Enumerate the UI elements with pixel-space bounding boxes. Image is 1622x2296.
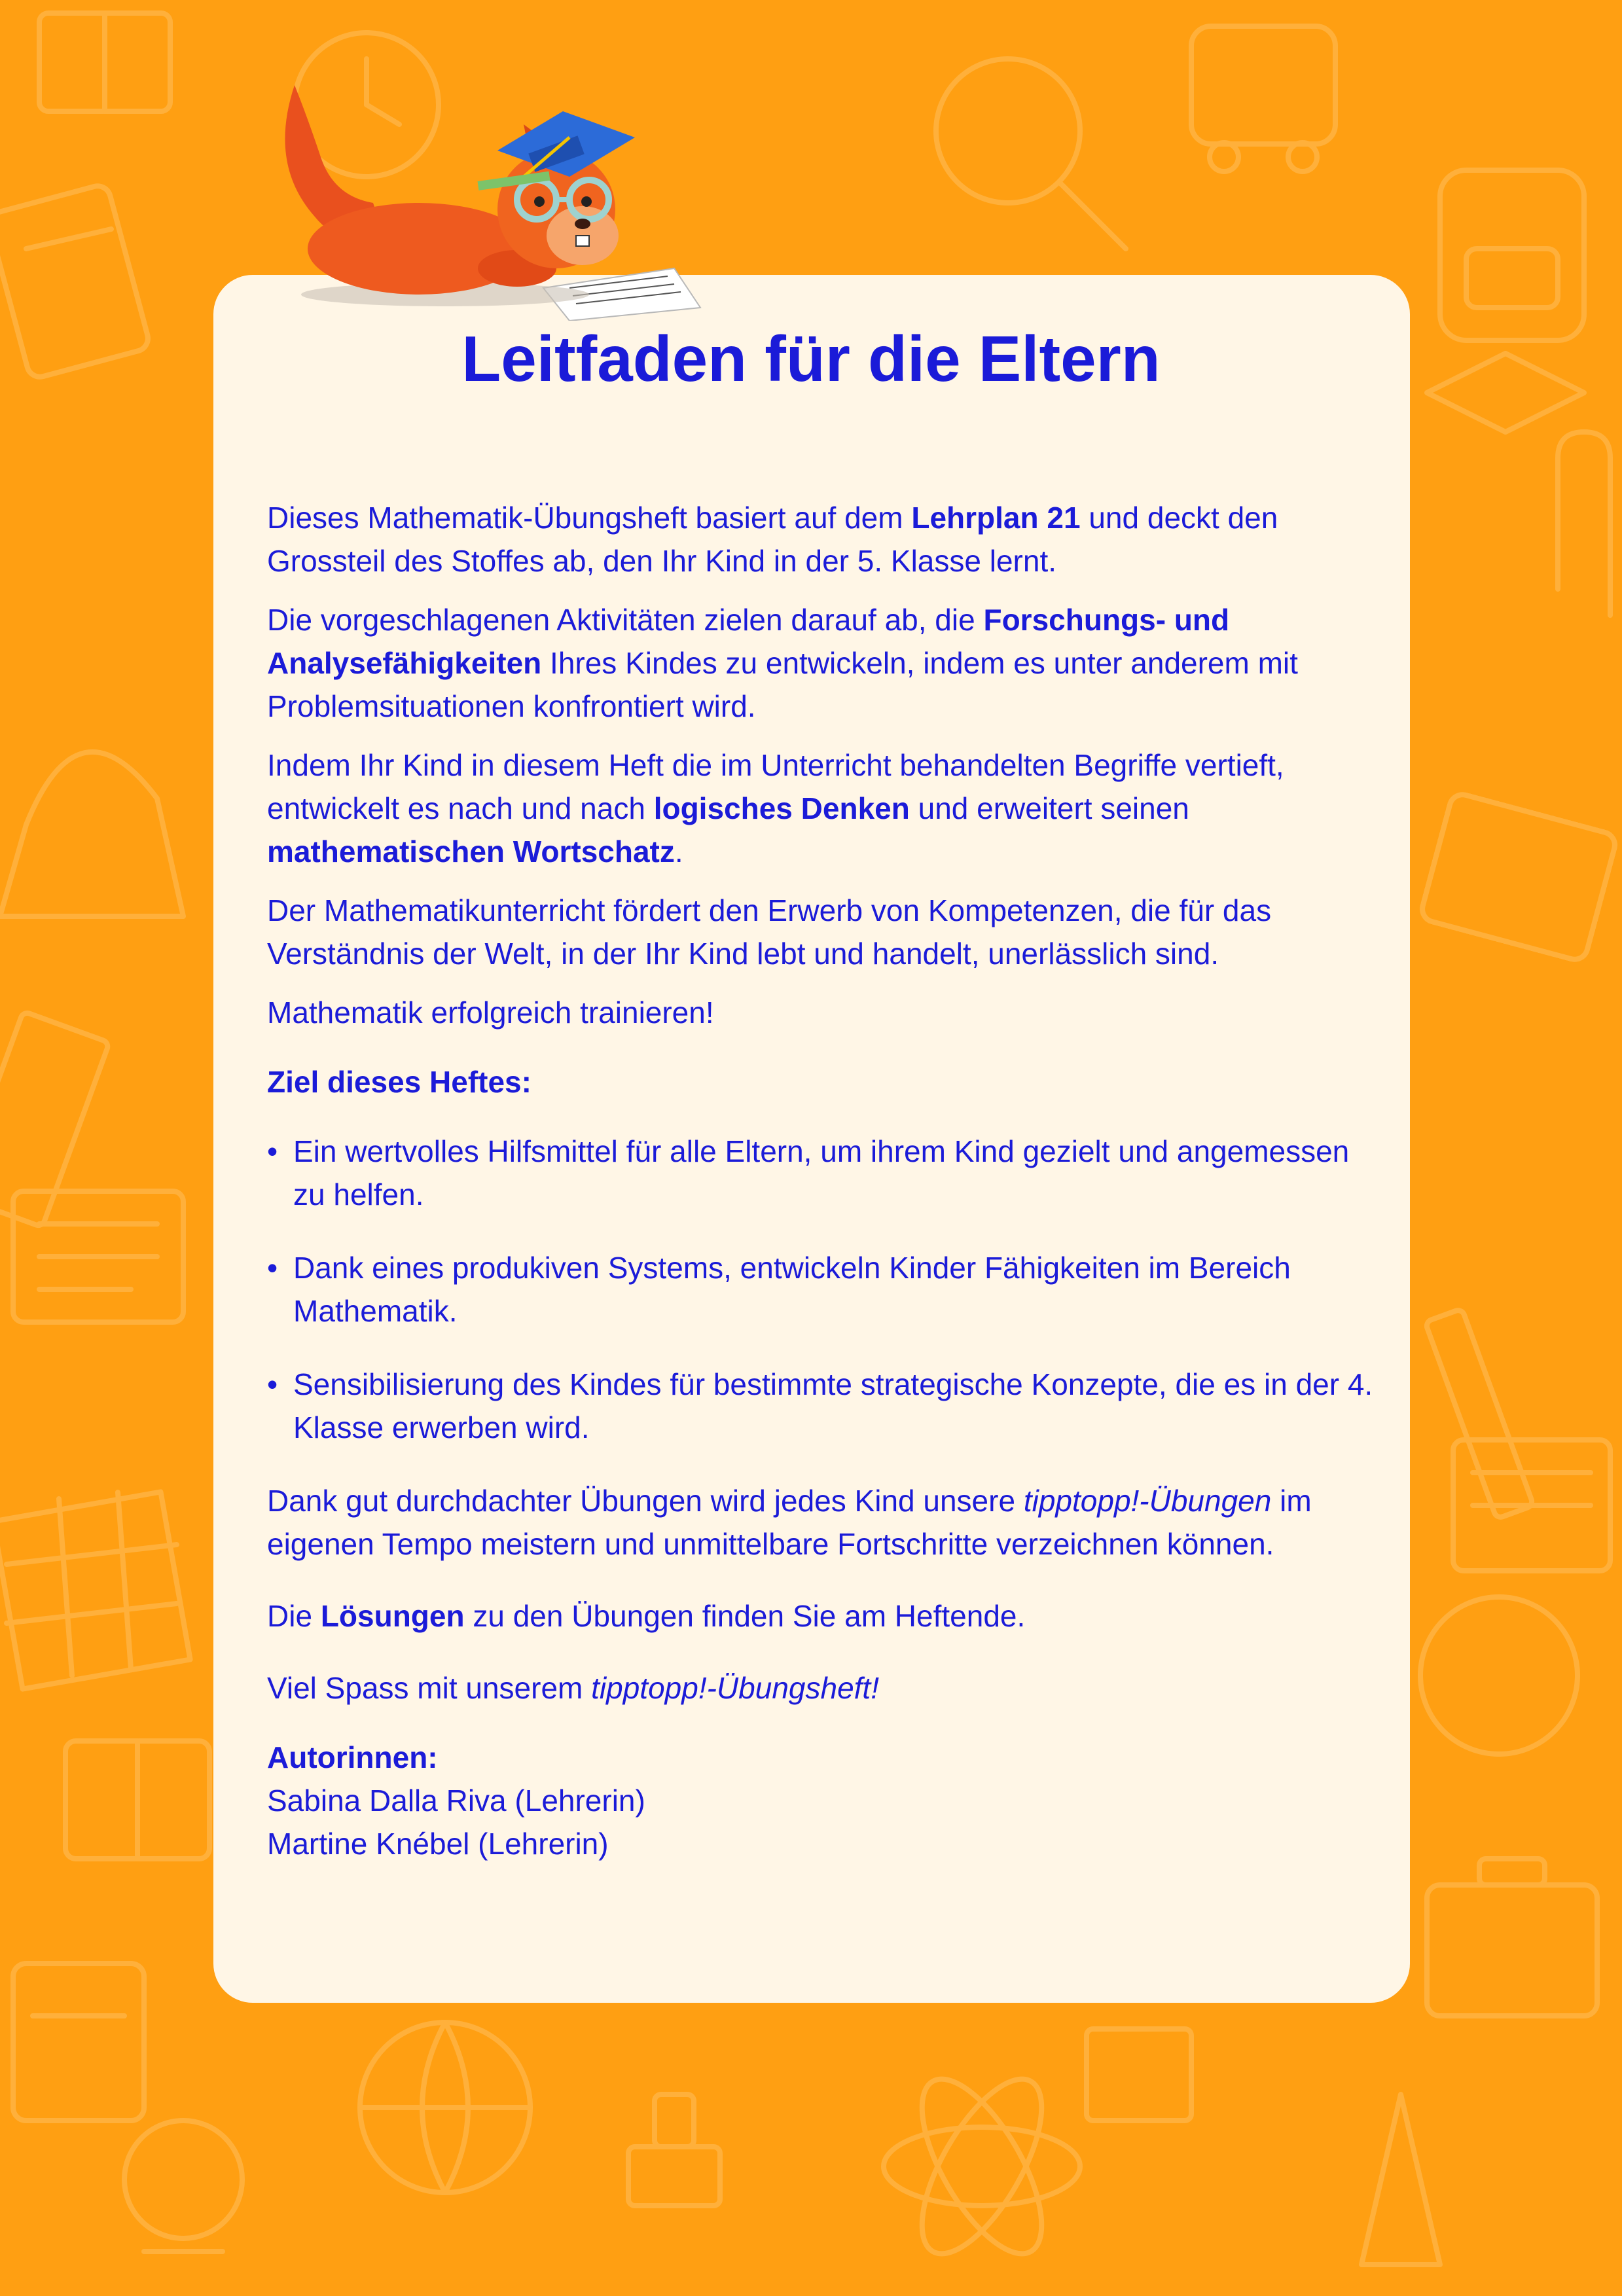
squirrel-mascot-illustration: [249, 72, 746, 321]
guide-content: [267, 496, 1380, 1865]
text-span: zu den Übungen finden Sie am Heftende.: [464, 1599, 1026, 1633]
bus-icon: [1191, 26, 1335, 171]
backpack-icon: [1440, 170, 1584, 340]
text-span: und erweitert seinen: [909, 791, 1189, 825]
list-item: [267, 1246, 1380, 1333]
briefcase-icon: [1427, 1859, 1597, 2016]
logic-paragraph: [267, 744, 1380, 873]
page-title: Leitfaden für die Eltern: [461, 323, 1161, 395]
author-name: Sabina Dalla Riva (Lehrerin): [267, 1784, 645, 1818]
bullet-icon: •: [267, 1251, 278, 1285]
goal-list: [267, 1130, 1380, 1449]
magnifier-icon: [936, 59, 1126, 249]
exercises-paragraph: [267, 1479, 1380, 1566]
text-span: .: [674, 834, 683, 869]
author-name: Martine Knébel (Lehrerin): [267, 1827, 609, 1861]
motto-paragraph: Mathematik erfolgreich trainieren!: [267, 996, 714, 1030]
lightbulb-icon: [124, 2121, 242, 2251]
text-span: im eigenen Tempo meistern und unmittelbare Fortschritte verzeichnen können.: [267, 1484, 1312, 1561]
calculator-icon: [13, 1964, 144, 2121]
globe-icon: [1420, 1597, 1577, 1754]
competence-paragraph: Der Mathematikunterricht fördert den Erwerb von Kompetenzen, die für das Verständnis der Welt, in der Ihr Kind lebt und handelt, unerlässlich sind.: [267, 893, 1272, 971]
document-icon: [13, 1191, 183, 1322]
text-span: Die vorgeschlagenen Aktivitäten zielen darauf ab, die: [267, 603, 984, 637]
list-item: [267, 1130, 1380, 1216]
list-item-text: Sensibilisierung des Kindes für bestimmte strategische Konzepte, die es in der 4. Klasse erwerben wird.: [293, 1367, 1373, 1444]
bullet-icon: •: [267, 1367, 278, 1401]
fun-paragraph: [267, 1666, 1380, 1710]
italic-text: tipptopp!-Übungen: [1023, 1484, 1272, 1518]
atom-icon: [884, 2062, 1080, 2271]
solutions-paragraph: [267, 1594, 1380, 1638]
text-span: Die: [267, 1599, 321, 1633]
bold-text: Lösungen: [320, 1599, 465, 1633]
italic-text: tipptopp!-Übungsheft!: [591, 1671, 879, 1705]
globe-icon: [360, 2022, 530, 2193]
bullet-icon: •: [267, 1134, 278, 1168]
text-span: Viel Spass mit unserem: [267, 1671, 592, 1705]
authors-heading: Autorinnen:: [267, 1740, 438, 1774]
stamp-icon: [628, 2094, 720, 2206]
text-span: Indem Ihr Kind in diesem Heft die im Unterricht behandelten Begriffe vertieft, entwickelt es nach und nach: [267, 748, 1284, 825]
grid-icon: [0, 1492, 190, 1689]
activities-paragraph: [267, 598, 1380, 728]
bold-text: Forschungs- und Analysefähigkeiten: [267, 603, 1230, 680]
pencil-icon: [1425, 1308, 1534, 1518]
text-span: Dieses Mathematik-Übungsheft basiert auf dem: [267, 501, 912, 535]
bell-icon: [0, 752, 183, 916]
goal-heading: Ziel dieses Heftes:: [267, 1065, 532, 1099]
abc-icon: [1087, 2029, 1191, 2121]
keyboard-icon: [1420, 792, 1618, 962]
list-item-text: Ein wertvolles Hilfsmittel für alle Eltern, um ihrem Kind gezielt und angemessen zu helfen.: [293, 1134, 1350, 1211]
bold-text: mathematischen Wortschatz: [267, 834, 675, 869]
text-span: Dank gut durchdachter Übungen wird jedes Kind unsere: [267, 1484, 1024, 1518]
text-span: und deckt den Grossteil des Stoffes ab, den Ihr Kind in der 5. Klasse lernt.: [267, 501, 1278, 578]
bold-text: Lehrplan 21: [911, 501, 1081, 535]
intro-paragraph: [267, 496, 1380, 583]
paperclip-icon: [1558, 432, 1610, 615]
rocket-icon: [1361, 2094, 1440, 2265]
book-icon: [39, 13, 170, 111]
notebook-icon: [65, 1741, 209, 1859]
text-span: Ihres Kindes zu entwickeln, indem es unter anderem mit Problemsituationen konfrontiert wird.: [267, 646, 1298, 723]
list-item-text: Dank eines produkiven Systems, entwickeln Kinder Fähigkeiten im Bereich Mathematik.: [293, 1251, 1291, 1328]
list-item: [267, 1363, 1380, 1449]
bold-text: logisches Denken: [653, 791, 910, 825]
